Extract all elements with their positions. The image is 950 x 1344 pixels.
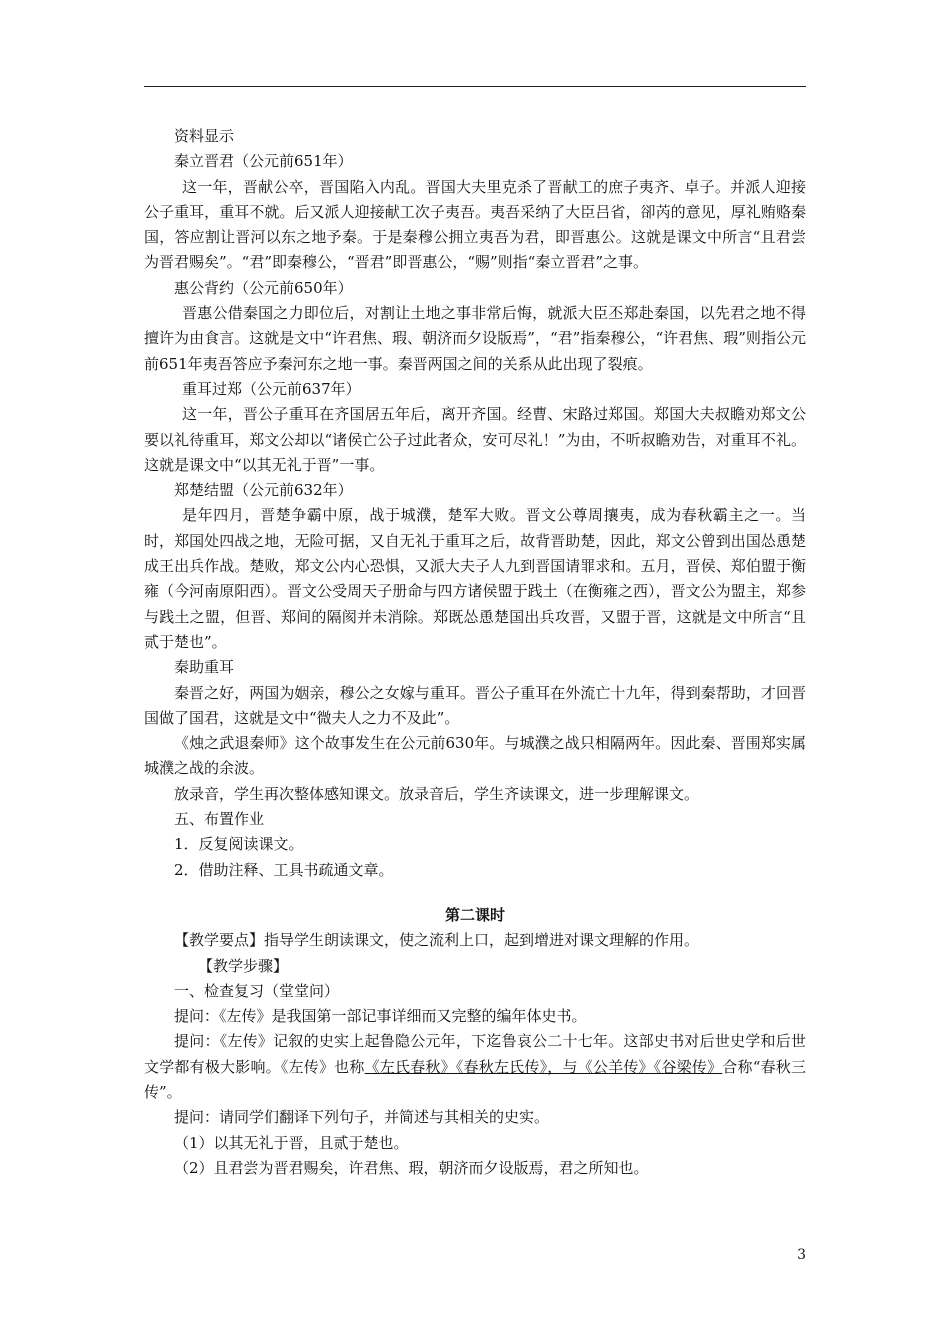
paragraph: 这一年，晋献公卒，晋国陷入内乱。晋国大夫里克杀了晋献工的庶子夷齐、卓子。并派人迎接公子重耳，重耳不就。后又派人迎接献工次子夷吾。夷吾采纳了大臣吕省，卻芮的意见，厚礼贿赂秦国，答应割让晋河以东之地予秦。于是秦穆公拥立夷吾为君，即晋惠公。这就是课文中所言“且君尝为晋君赐矣”。“君”即秦穆公，“晋君”即晋惠公，“赐”则指“秦立晋君”之事。: [144, 177, 806, 272]
teaching-key-points: 【教学要点】指导学生朗读课文，使之流利上口，起到增进对课文理解的作用。: [174, 931, 700, 950]
section-title: 五、布置作业: [174, 810, 265, 829]
sentence-item: （2）且君尝为晋君赐矣，许君焦、瑕，朝济而夕设版焉，君之所知也。: [174, 1158, 649, 1177]
paragraph: 放录音，学生再次整体感知课文。放录音后，学生齐读课文，进一步理解课文。: [174, 784, 700, 803]
question: 提问：请同学们翻译下列句子，并简述与其相关的史实。: [174, 1108, 550, 1127]
question: [144, 1029, 806, 1105]
lesson-heading: 第二课时: [444, 905, 505, 924]
paragraph: 资料显示: [174, 127, 235, 145]
page-number: 3: [797, 1247, 806, 1263]
section-title: 秦助重耳: [174, 658, 235, 677]
list-item: 2．借助注释、工具书疏通文章。: [174, 860, 394, 879]
paragraph: 晋惠公借秦国之力即位后，对割让土地之事非常后悔，就派大臣丕郑赴秦国，以先君之地不得擅许为由食言。这就是文中“许君焦、瑕、朝济而夕设版焉”，“君”指秦穆公，“许君焦、瑕”则指公元前651年夷吾答应予秦河东之地一事。秦晋两国之间的关系从此出现了裂痕。: [144, 304, 806, 373]
section-title: 郑楚结盟（公元前632年）: [174, 481, 353, 500]
question: 提问：《左传》是我国第一部记事详细而又完整的编年体史书。: [174, 1007, 587, 1026]
header-rule: [144, 86, 806, 87]
section-title: 秦立晋君（公元前651年）: [174, 152, 353, 171]
paragraph: 《烛之武退秦师》这个故事发生在公元前630年。与城濮之战只相隔两年。因此秦、晋围郑实属城濮之战的余波。: [144, 734, 806, 778]
section-title: 重耳过郑（公元前637年）: [182, 379, 361, 398]
question-text: 提问：《左传》记叙的史实上起鲁隐公元年，下迄鲁哀公二十七年。这部史书对后世史学和后世文学都有极大影响。《左传》也称: [144, 1032, 806, 1076]
sentence-item: （1）以其无礼于晋，且贰于楚也。: [174, 1133, 409, 1152]
list-item: 1．反复阅读课文。: [174, 835, 304, 854]
underlined-book-titles: 《左氏春秋》《春秋左氏传》，与《公羊传》《谷梁传》: [364, 1057, 723, 1076]
paragraph: 秦晋之好，两国为姻亲，穆公之女嫁与重耳。晋公子重耳在外流亡十九年，得到秦帮助，才回晋国做了国君，这就是文中“微夫人之力不及此”。: [144, 683, 806, 727]
paragraph: 是年四月，晋楚争霸中原，战于城濮，楚军大败。晋文公尊周攘夷，成为春秋霸主之一。当时，郑国处四战之地，无险可据，又自无礼于重耳之后，故背晋助楚，因此，郑文公曾到出国怂恿楚成王出兵作战。楚败，郑文公内心恐惧，又派大夫子人九到晋国请罪求和。五月，晋侯、郑伯盟于衡雍（今河南原阳西）。晋文公受周天子册命与四方诸侯盟于践土（在衡雍之西），晋文公为盟主，郑参与践土之盟，但晋、郑间的隔阂并未消除。郑既怂恿楚国出兵攻晋，又盟于晋，这就是文中所言“且贰于楚也”。: [144, 506, 806, 651]
question-text: 合称“春秋三传”。: [144, 1057, 806, 1101]
paragraph: 这一年，晋公子重耳在齐国居五年后，离开齐国。经曹、宋路过郑国。郑国大夫叔瞻劝郑文公要以礼待重耳，郑文公却以“诸侯亡公子过此者众，安可尽礼！”为由，不听叔瞻劝告，对重耳不礼。这就是课文中“以其无礼于晋”一事。: [144, 405, 806, 474]
document-body: [144, 124, 806, 1181]
review-heading: 一、检查复习（堂堂问）: [174, 981, 340, 1000]
teaching-steps-label: 【教学步骤】: [198, 956, 289, 975]
section-title: 惠公背约（公元前650年）: [174, 278, 353, 297]
